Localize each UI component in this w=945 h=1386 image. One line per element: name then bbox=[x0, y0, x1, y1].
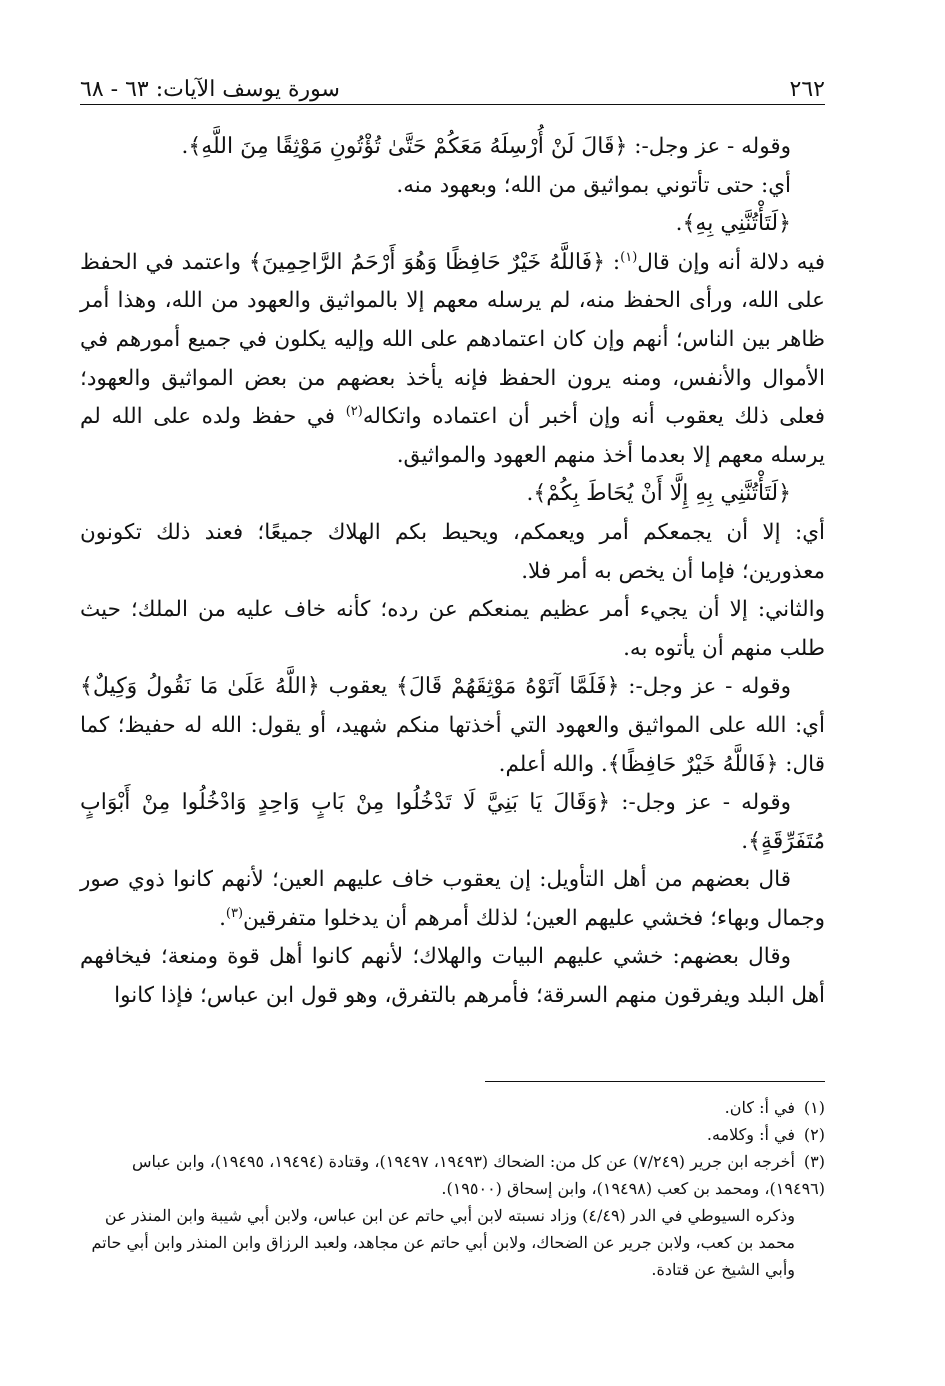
text-run: . والله أعلم. bbox=[498, 751, 608, 777]
footnote-1 bbox=[80, 1094, 825, 1121]
quran-verse: ﴿لَتَأْتُنَّنِي بِهِ﴾ bbox=[682, 211, 791, 237]
footnote-number: (١) bbox=[803, 1098, 825, 1117]
running-title: سورة يوسف الآيات: ٦٣ - ٦٨ bbox=[80, 77, 340, 102]
text-run: فيه دلالة أنه وإن قال bbox=[637, 249, 826, 275]
page-header bbox=[80, 62, 825, 102]
footnotes bbox=[80, 1094, 825, 1283]
quran-verse: ﴿فَاللَّهُ خَيْرٌ حَافِظًا وَهُوَ أَرْحَمُ الرَّاحِمِينَ﴾ bbox=[248, 249, 606, 275]
paragraph-8 bbox=[80, 668, 825, 784]
paragraph-9 bbox=[80, 784, 825, 861]
text-run: : bbox=[605, 249, 621, 275]
text-run: . bbox=[219, 905, 226, 931]
text-run: يعقوب bbox=[319, 674, 397, 700]
text-run: . bbox=[526, 481, 534, 507]
text-run: قال بعضهم من أهل التأويل: إن يعقوب خاف عليهم العين؛ لأنهم كانوا ذوي صور وجمال وبهاء؛ فخشي عليهم العين؛ لذلك أمرهم أن يدخلوا متفرقين bbox=[80, 867, 825, 931]
text-run: في حفظ ولده على الله لم يرسله معهم إلا بعدما أخذ منهم العهود والمواثيق. bbox=[80, 404, 825, 468]
paragraph-2: أي: حتى تأتوني بمواثيق من الله؛ وبعهود منه. bbox=[396, 172, 791, 198]
footnote-number: (٢) bbox=[803, 1125, 825, 1144]
footnote-text: أخرجه ابن جرير (٧/٢٤٩) عن كل من: الضحاك (١٩٤٩٣، ١٩٤٩٧)، وقتادة (١٩٤٩٤، ١٩٤٩٥)، وابن عباس (١٩٤٩٦)، ومحمد بن كعب (١٩٤٩٨)، وابن إسحاق (١٩٥٠٠). bbox=[131, 1152, 825, 1198]
text-run: أي: الله على المواثيق والعهود التي أخذتها منكم شهيد، أو يقول: الله له حفيظ؛ كما قال: bbox=[80, 712, 825, 777]
page-number: ٢٦٢ bbox=[789, 77, 825, 102]
text-run: وقوله - عز وجل-: bbox=[627, 134, 791, 159]
paragraph-4 bbox=[80, 244, 825, 476]
paragraph-5 bbox=[80, 475, 825, 514]
paragraph-1 bbox=[80, 128, 825, 167]
footnote-3 bbox=[80, 1148, 825, 1202]
footnote-text: في أ: وكلامه. bbox=[706, 1125, 795, 1144]
text-run: . bbox=[675, 211, 683, 237]
header-rule bbox=[80, 104, 825, 105]
quran-verse: ﴿لَتَأْتُنَّنِي بِهِ إِلَّا أَنْ يُحَاطَ بِكُمْ﴾ bbox=[533, 481, 791, 507]
paragraph-3 bbox=[80, 205, 825, 244]
footnote-ref[interactable]: (٢) bbox=[345, 404, 363, 419]
text-run: . bbox=[181, 134, 189, 159]
footnote-ref[interactable]: (٣) bbox=[225, 905, 244, 921]
text-run: وقوله - عز وجل-: bbox=[610, 790, 791, 816]
text-run: وقوله - عز وجل-: bbox=[619, 674, 792, 700]
footnote-ref[interactable]: (١) bbox=[620, 249, 638, 265]
quran-verse: ﴿وَقَالَ يَا بَنِيَّ لَا تَدْخُلُوا مِنْ بَابٍ وَاحِدٍ وَادْخُلُوا مِنْ أَبْوَابٍ مُتَفَرِّقَةٍ﴾ bbox=[80, 790, 825, 854]
footnote-rule bbox=[485, 1081, 825, 1082]
paragraph-10 bbox=[80, 861, 825, 938]
paragraph-6: أي: إلا أن يجمعكم أمر ويعمكم، ويحيط بكم الهلاك جميعًا؛ فعند ذلك تكونون معذورين؛ فإما أن يخص به أمر فلا. bbox=[80, 519, 825, 584]
footnote-3-continuation: وذكره السيوطي في الدر (٤/٤٩) وزاد نسبته لابن أبي حاتم عن ابن عباس، ولابن أبي شيبة وابن المنذر عن محمد بن كعب، ولابن جرير عن الضحاك، ولابن أبي حاتم عن مجاهد، ولعبد الرزاق وابن المنذر وابن أبي حاتم وأبي الشيخ عن قتادة. bbox=[91, 1206, 795, 1279]
paragraph-11: وقال بعضهم: خشي عليهم البيات والهلاك؛ لأنهم كانوا أهل قوة ومنعة؛ فيخافهم أهل البلد ويفرقون منهم السرقة؛ فأمرهم بالتفرق، وهو قول ابن عباس؛ فإذا كانوا bbox=[80, 944, 825, 1009]
quran-verse: ﴿فَلَمَّا آتَوْهُ مَوْثِقَهُمْ قَالَ﴾ bbox=[396, 674, 620, 700]
quran-verse: ﴿قَالَ لَنْ أُرْسِلَهُ مَعَكُمْ حَتَّىٰ تُؤْتُونِ مَوْثِقًا مِنَ اللَّهِ﴾ bbox=[188, 134, 628, 159]
footnote-2 bbox=[80, 1121, 825, 1148]
text-run: واعتمد في الحفظ على الله، ورأى الحفظ منه، لم يرسله معهم إلا بالمواثيق والعهود من الله، وهذا أمر ظاهر بين الناس؛ أنهم وإن كان اعتمادهم على الله وإليه يكلون في جميع أمورهم في الأموال والأنفس، ومنه يرون الحفظ فإنه يأخذ بعضهم من بعض المواثيق والعهود؛ فعلى ذلك يعقوب أنه وإن أخبر أن اعتماده واتكاله bbox=[80, 249, 825, 430]
main-text bbox=[80, 128, 825, 1016]
quran-verse: ﴿فَاللَّهُ خَيْرٌ حَافِظًا﴾ bbox=[607, 751, 779, 777]
footnote-text: في أ: كان. bbox=[724, 1098, 795, 1117]
text-run: . bbox=[741, 828, 749, 854]
paragraph-7: والثاني: إلا أن يجيء أمر عظيم يمنعكم عن رده؛ كأنه خاف عليه من الملك؛ حيث طلب منهم أن يأتوه به. bbox=[80, 597, 825, 661]
footnote-number: (٣) bbox=[803, 1152, 825, 1171]
quran-verse: ﴿اللَّهُ عَلَىٰ مَا نَقُولُ وَكِيلٌ﴾ bbox=[80, 674, 320, 700]
